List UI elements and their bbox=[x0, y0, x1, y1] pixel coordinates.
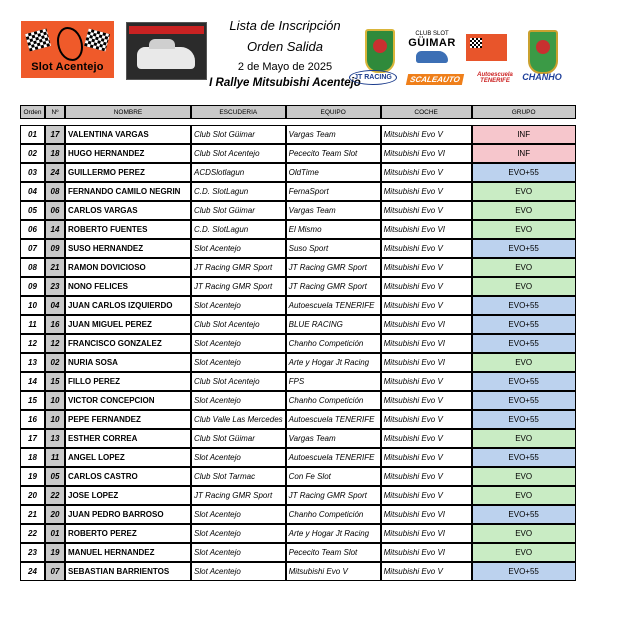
cell-orden: 08 bbox=[20, 258, 45, 277]
cell-equipo: FPS bbox=[286, 372, 381, 391]
cell-escuderia: Club Slot Güimar bbox=[191, 125, 286, 144]
cell-grupo: EVO+55 bbox=[472, 372, 576, 391]
cell-orden: 05 bbox=[20, 201, 45, 220]
cell-grupo: EVO+55 bbox=[472, 315, 576, 334]
cell-grupo: EVO+55 bbox=[472, 163, 576, 182]
table-row bbox=[20, 524, 576, 543]
cell-number: 11 bbox=[45, 448, 65, 467]
cell-orden: 15 bbox=[20, 391, 45, 410]
town-coat-of-arms-icon bbox=[528, 30, 558, 74]
cell-grupo: EVO+55 bbox=[472, 334, 576, 353]
entry-list-table bbox=[20, 105, 576, 581]
cell-coche: Mitsubishi Evo V bbox=[381, 125, 472, 144]
cell-grupo: EVO bbox=[472, 543, 576, 562]
cell-equipo: Con Fe Slot bbox=[286, 467, 381, 486]
club-slot-guimar-logo bbox=[406, 31, 458, 69]
cell-orden: 22 bbox=[20, 524, 45, 543]
guimar-car-icon bbox=[416, 51, 448, 63]
cell-coche: Mitsubishi Evo VI bbox=[381, 543, 472, 562]
cell-equipo: Vargas Team bbox=[286, 429, 381, 448]
cell-orden: 02 bbox=[20, 144, 45, 163]
guimar-logo-line2: GÜIMAR bbox=[408, 37, 456, 49]
guimar-logo-line1: CLUB SLOT bbox=[415, 31, 449, 37]
cell-orden: 20 bbox=[20, 486, 45, 505]
cell-grupo: EVO bbox=[472, 353, 576, 372]
cell-number: 20 bbox=[45, 505, 65, 524]
cell-coche: Mitsubishi Evo VI bbox=[381, 220, 472, 239]
cell-equipo: Suso Sport bbox=[286, 239, 381, 258]
table-row bbox=[20, 429, 576, 448]
document-subtitle: Orden Salida bbox=[247, 39, 323, 54]
table-row bbox=[20, 201, 576, 220]
cell-number: 19 bbox=[45, 543, 65, 562]
table-row bbox=[20, 505, 576, 524]
cell-orden: 16 bbox=[20, 410, 45, 429]
cell-nombre: ANGEL LOPEZ bbox=[65, 448, 191, 467]
cell-escuderia: C.D. SlotLagun bbox=[191, 182, 286, 201]
cell-equipo: FernaSport bbox=[286, 182, 381, 201]
cell-coche: Mitsubishi Evo V bbox=[381, 562, 472, 581]
cell-grupo: EVO+55 bbox=[472, 296, 576, 315]
cell-orden: 01 bbox=[20, 125, 45, 144]
cell-orden: 13 bbox=[20, 353, 45, 372]
cell-orden: 10 bbox=[20, 296, 45, 315]
cell-nombre: CARLOS VARGAS bbox=[65, 201, 191, 220]
cell-number: 12 bbox=[45, 334, 65, 353]
cell-orden: 17 bbox=[20, 429, 45, 448]
table-body bbox=[20, 125, 576, 581]
table-row bbox=[20, 163, 576, 182]
cell-grupo: EVO bbox=[472, 201, 576, 220]
table-row bbox=[20, 334, 576, 353]
cell-escuderia: Club Slot Güimar bbox=[191, 201, 286, 220]
table-header-row bbox=[20, 105, 576, 119]
flame-emblem-icon bbox=[57, 27, 83, 61]
table-row bbox=[20, 125, 576, 144]
cell-grupo: EVO bbox=[472, 258, 576, 277]
event-name: I Rallye Mitsubishi Acentejo bbox=[209, 77, 361, 89]
table-row bbox=[20, 315, 576, 334]
cell-grupo: EVO+55 bbox=[472, 448, 576, 467]
cell-grupo: INF bbox=[472, 144, 576, 163]
cell-equipo: Autoescuela TENERIFE bbox=[286, 296, 381, 315]
table-row bbox=[20, 144, 576, 163]
cell-nombre: ROBERTO PEREZ bbox=[65, 524, 191, 543]
cell-coche: Mitsubishi Evo V bbox=[381, 277, 472, 296]
table-row bbox=[20, 296, 576, 315]
table-row bbox=[20, 182, 576, 201]
cell-number: 15 bbox=[45, 372, 65, 391]
cell-number: 14 bbox=[45, 220, 65, 239]
col-header-grupo: GRUPO bbox=[472, 105, 576, 119]
cell-coche: Mitsubishi Evo VI bbox=[381, 315, 472, 334]
cell-nombre: SUSO HERNANDEZ bbox=[65, 239, 191, 258]
table-row bbox=[20, 372, 576, 391]
cell-coche: Mitsubishi Evo V bbox=[381, 296, 472, 315]
cell-orden: 12 bbox=[20, 334, 45, 353]
cell-grupo: EVO+55 bbox=[472, 562, 576, 581]
cell-orden: 23 bbox=[20, 543, 45, 562]
cell-escuderia: JT Racing GMR Sport bbox=[191, 277, 286, 296]
cell-coche: Mitsubishi Evo V bbox=[381, 201, 472, 220]
cell-escuderia: Club Slot Acentejo bbox=[191, 144, 286, 163]
cell-nombre: JOSE LOPEZ bbox=[65, 486, 191, 505]
title-block bbox=[200, 18, 370, 89]
slot-acentejo-logo bbox=[21, 21, 114, 78]
cell-escuderia: Slot Acentejo bbox=[191, 334, 286, 353]
col-header-coche: COCHE bbox=[381, 105, 472, 119]
cell-coche: Mitsubishi Evo V bbox=[381, 429, 472, 448]
table-row bbox=[20, 486, 576, 505]
cell-grupo: EVO bbox=[472, 429, 576, 448]
cell-grupo: EVO bbox=[472, 524, 576, 543]
cell-grupo: EVO bbox=[472, 277, 576, 296]
jt-racing-logo-text: JT RACING bbox=[349, 70, 397, 85]
cell-grupo: EVO+55 bbox=[472, 239, 576, 258]
table-row bbox=[20, 220, 576, 239]
cell-equipo: BLUE RACING bbox=[286, 315, 381, 334]
cell-nombre: FERNANDO CAMILO NEGRIN bbox=[65, 182, 191, 201]
cell-escuderia: Slot Acentejo bbox=[191, 562, 286, 581]
cell-number: 07 bbox=[45, 562, 65, 581]
cell-nombre: ESTHER CORREA bbox=[65, 429, 191, 448]
cell-escuderia: Slot Acentejo bbox=[191, 353, 286, 372]
cell-coche: Mitsubishi Evo VI bbox=[381, 144, 472, 163]
cell-orden: 06 bbox=[20, 220, 45, 239]
cell-grupo: EVO+55 bbox=[472, 505, 576, 524]
cell-equipo: Autoescuela TENERIFE bbox=[286, 410, 381, 429]
autoescuela-tenerife-logo: Autoescuela TENERIFE bbox=[477, 72, 513, 84]
cell-equipo: Chanho Competición bbox=[286, 391, 381, 410]
cell-number: 21 bbox=[45, 258, 65, 277]
table-row bbox=[20, 391, 576, 410]
cell-nombre: RAMON DOVICIOSO bbox=[65, 258, 191, 277]
cell-number: 06 bbox=[45, 201, 65, 220]
cell-nombre: FRANCISCO GONZALEZ bbox=[65, 334, 191, 353]
cell-equipo: Mitsubishi Evo V bbox=[286, 562, 381, 581]
table-row bbox=[20, 410, 576, 429]
table-row bbox=[20, 543, 576, 562]
cell-orden: 19 bbox=[20, 467, 45, 486]
rally-car-banner bbox=[126, 22, 207, 80]
cell-orden: 09 bbox=[20, 277, 45, 296]
checkered-flag-icon bbox=[25, 28, 51, 51]
jt-racing-logo bbox=[349, 70, 399, 89]
cell-grupo: EVO bbox=[472, 182, 576, 201]
cell-nombre: JUAN MIGUEL PEREZ bbox=[65, 315, 191, 334]
cell-orden: 04 bbox=[20, 182, 45, 201]
cell-grupo: EVO bbox=[472, 486, 576, 505]
cell-number: 13 bbox=[45, 429, 65, 448]
cell-equipo: Chanho Competición bbox=[286, 505, 381, 524]
cell-orden: 11 bbox=[20, 315, 45, 334]
cell-escuderia: Slot Acentejo bbox=[191, 524, 286, 543]
cell-number: 05 bbox=[45, 467, 65, 486]
cell-coche: Mitsubishi Evo VI bbox=[381, 334, 472, 353]
cell-nombre: PEPE FERNANDEZ bbox=[65, 410, 191, 429]
checkered-flag-icon bbox=[470, 38, 482, 48]
cell-nombre: NURIA SOSA bbox=[65, 353, 191, 372]
cell-escuderia: Slot Acentejo bbox=[191, 543, 286, 562]
cell-equipo: Pececito Team Slot bbox=[286, 144, 381, 163]
cell-equipo: Arte y Hogar Jt Racing bbox=[286, 353, 381, 372]
cell-orden: 24 bbox=[20, 562, 45, 581]
table-row bbox=[20, 277, 576, 296]
cell-number: 10 bbox=[45, 410, 65, 429]
cell-coche: Mitsubishi Evo V bbox=[381, 391, 472, 410]
cell-number: 18 bbox=[45, 144, 65, 163]
cell-coche: Mitsubishi Evo VI bbox=[381, 524, 472, 543]
cell-number: 24 bbox=[45, 163, 65, 182]
cell-number: 02 bbox=[45, 353, 65, 372]
slot-sponsor-logo bbox=[466, 34, 507, 61]
cell-nombre: CARLOS CASTRO bbox=[65, 467, 191, 486]
cell-coche: Mitsubishi Evo V bbox=[381, 372, 472, 391]
cell-escuderia: JT Racing GMR Sport bbox=[191, 486, 286, 505]
cell-nombre: JUAN PEDRO BARROSO bbox=[65, 505, 191, 524]
cell-orden: 14 bbox=[20, 372, 45, 391]
col-header-nombre: NOMBRE bbox=[65, 105, 191, 119]
cell-grupo: EVO bbox=[472, 220, 576, 239]
cell-escuderia: Club Slot Acentejo bbox=[191, 372, 286, 391]
cell-escuderia: Slot Acentejo bbox=[191, 448, 286, 467]
cell-equipo: Pececito Team Slot bbox=[286, 543, 381, 562]
cell-coche: Mitsubishi Evo V bbox=[381, 258, 472, 277]
cell-escuderia: Slot Acentejo bbox=[191, 239, 286, 258]
cell-escuderia: Club Slot Güimar bbox=[191, 429, 286, 448]
cell-equipo: Vargas Team bbox=[286, 125, 381, 144]
cell-nombre: MANUEL HERNANDEZ bbox=[65, 543, 191, 562]
cell-escuderia: Club Valle Las Mercedes bbox=[191, 410, 286, 429]
cell-nombre: VALENTINA VARGAS bbox=[65, 125, 191, 144]
cell-number: 17 bbox=[45, 125, 65, 144]
cell-number: 09 bbox=[45, 239, 65, 258]
cell-orden: 21 bbox=[20, 505, 45, 524]
cell-escuderia: Slot Acentejo bbox=[191, 505, 286, 524]
cell-number: 01 bbox=[45, 524, 65, 543]
cell-equipo: JT Racing GMR Sport bbox=[286, 486, 381, 505]
cell-coche: Mitsubishi Evo V bbox=[381, 239, 472, 258]
cell-grupo: INF bbox=[472, 125, 576, 144]
rally-car-image bbox=[137, 47, 195, 69]
cell-escuderia: Club Slot Acentejo bbox=[191, 315, 286, 334]
cell-coche: Mitsubishi Evo VI bbox=[381, 505, 472, 524]
banner-band bbox=[129, 26, 204, 34]
cell-number: 23 bbox=[45, 277, 65, 296]
slot-acentejo-logo-text: Slot Acentejo bbox=[31, 61, 104, 73]
cell-nombre: ROBERTO FUENTES bbox=[65, 220, 191, 239]
cell-number: 08 bbox=[45, 182, 65, 201]
cell-number: 22 bbox=[45, 486, 65, 505]
table-row bbox=[20, 448, 576, 467]
cell-grupo: EVO bbox=[472, 467, 576, 486]
cell-number: 16 bbox=[45, 315, 65, 334]
cell-grupo: EVO+55 bbox=[472, 410, 576, 429]
cell-orden: 07 bbox=[20, 239, 45, 258]
document-title: Lista de Inscripción bbox=[229, 18, 341, 33]
cell-coche: Mitsubishi Evo V bbox=[381, 467, 472, 486]
cell-nombre: NONO FELICES bbox=[65, 277, 191, 296]
table-row bbox=[20, 467, 576, 486]
table-row bbox=[20, 239, 576, 258]
col-header-number: Nº bbox=[45, 105, 65, 119]
cell-number: 04 bbox=[45, 296, 65, 315]
municipal-shield-icon bbox=[365, 29, 395, 73]
col-header-equipo: EQUIPO bbox=[286, 105, 381, 119]
cell-equipo: Chanho Competición bbox=[286, 334, 381, 353]
col-header-orden: Orden bbox=[20, 105, 45, 119]
table-row bbox=[20, 258, 576, 277]
scaleauto-logo: SCALEAUTO bbox=[406, 74, 464, 85]
cell-coche: Mitsubishi Evo V bbox=[381, 182, 472, 201]
cell-coche: Mitsubishi Evo V bbox=[381, 410, 472, 429]
cell-escuderia: Club Slot Tarmac bbox=[191, 467, 286, 486]
cell-coche: Mitsubishi Evo V bbox=[381, 448, 472, 467]
cell-nombre: JUAN CARLOS IZQUIERDO bbox=[65, 296, 191, 315]
document-header bbox=[0, 0, 619, 100]
cell-orden: 18 bbox=[20, 448, 45, 467]
cell-escuderia: Slot Acentejo bbox=[191, 391, 286, 410]
chanho-logo: CHANHO bbox=[522, 72, 562, 82]
cell-equipo: El Mismo bbox=[286, 220, 381, 239]
cell-escuderia: ACDSlotlagun bbox=[191, 163, 286, 182]
col-header-escuderia: ESCUDERIA bbox=[191, 105, 286, 119]
cell-grupo: EVO+55 bbox=[472, 391, 576, 410]
cell-nombre: FILLO PEREZ bbox=[65, 372, 191, 391]
cell-escuderia: JT Racing GMR Sport bbox=[191, 258, 286, 277]
cell-equipo: Arte y Hogar Jt Racing bbox=[286, 524, 381, 543]
cell-coche: Mitsubishi Evo V bbox=[381, 163, 472, 182]
cell-orden: 03 bbox=[20, 163, 45, 182]
cell-equipo: JT Racing GMR Sport bbox=[286, 258, 381, 277]
cell-nombre: SEBASTIAN BARRIENTOS bbox=[65, 562, 191, 581]
cell-nombre: VICTOR CONCEPCION bbox=[65, 391, 191, 410]
cell-coche: Mitsubishi Evo V bbox=[381, 486, 472, 505]
cell-escuderia: Slot Acentejo bbox=[191, 296, 286, 315]
table-row bbox=[20, 562, 576, 581]
cell-equipo: Vargas Team bbox=[286, 201, 381, 220]
cell-equipo: OldTime bbox=[286, 163, 381, 182]
event-date: 2 de Mayo de 2025 bbox=[237, 61, 333, 73]
table-row bbox=[20, 353, 576, 372]
cell-nombre: GUILLERMO PEREZ bbox=[65, 163, 191, 182]
cell-coche: Mitsubishi Evo VI bbox=[381, 353, 472, 372]
cell-number: 10 bbox=[45, 391, 65, 410]
checkered-flag-icon bbox=[84, 28, 110, 51]
cell-equipo: JT Racing GMR Sport bbox=[286, 277, 381, 296]
cell-equipo: Autoescuela TENERIFE bbox=[286, 448, 381, 467]
cell-nombre: HUGO HERNANDEZ bbox=[65, 144, 191, 163]
cell-escuderia: C.D. SlotLagun bbox=[191, 220, 286, 239]
